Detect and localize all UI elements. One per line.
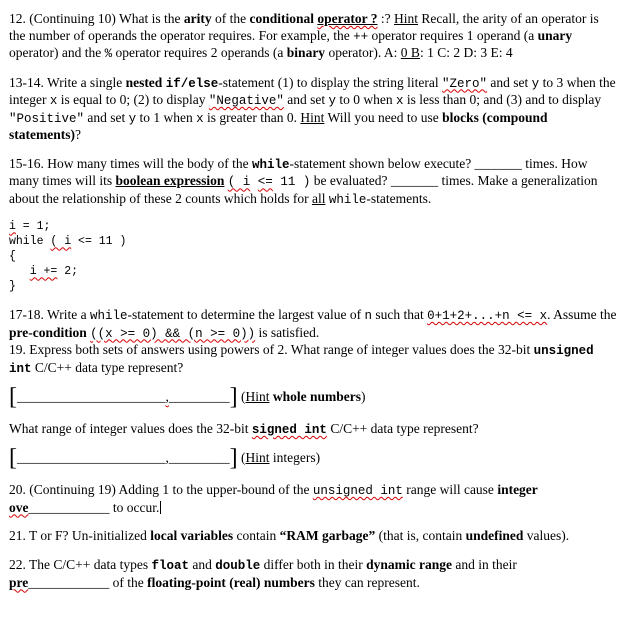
text-run: ove — [9, 499, 29, 515]
text-run: blocks (compound statements) — [9, 109, 548, 143]
question-20 — [9, 482, 618, 516]
text-run: values). — [523, 528, 570, 544]
text-run: arity — [183, 11, 212, 26]
text-run: x — [196, 111, 204, 126]
text-run: 11 ) — [272, 175, 311, 190]
text-run: <= — [257, 175, 273, 190]
text-run: -statement to determine the largest value of — [127, 307, 365, 323]
text-run: :? — [377, 11, 395, 26]
text-run: 20. (Continuing 19) Adding 1 to the upper-bound of the — [9, 482, 313, 498]
text-run: Will you need to use — [324, 109, 443, 125]
text-run: such that — [372, 307, 428, 323]
text-run: (that is, contain — [375, 528, 466, 544]
text-run: "Negative" — [208, 94, 284, 109]
question-signed-range — [9, 421, 618, 439]
text-run: y — [128, 111, 137, 126]
text-run: ++ — [353, 29, 369, 44]
bracket-glyph: ] — [229, 445, 238, 472]
text-run: 15-16. How many times will the body of the — [9, 155, 252, 171]
text-run: { — [9, 250, 16, 264]
answer-blank: ______________________ — [17, 389, 166, 405]
question-15-16 — [9, 156, 618, 209]
text-run: local variables — [150, 528, 234, 544]
text-run: contain — [233, 528, 280, 544]
text-run: integer — [497, 482, 538, 498]
text-run: i += — [29, 265, 58, 279]
text-run: unary — [537, 27, 573, 43]
text-run: ? — [74, 127, 81, 143]
text-run: while — [251, 157, 290, 172]
question-13-14 — [9, 75, 618, 144]
text-run: operator). A: — [325, 45, 401, 61]
comma-separator: , — [165, 450, 169, 466]
text-run: Recall, the arity of an operator is the number of operands the operator requires. For example, the — [9, 11, 599, 43]
text-run: to occur. — [109, 499, 160, 515]
hint-label: Hint — [245, 389, 270, 405]
text-run: operator ? — [317, 11, 378, 26]
text-run: float — [151, 559, 189, 574]
hint-label: Hint — [245, 450, 270, 466]
text-run: y — [328, 94, 337, 109]
text-run: signed int — [251, 422, 327, 437]
answer-blank: _________ — [168, 450, 230, 466]
text-run: they can represent. — [314, 574, 420, 590]
text-run: ) — [361, 389, 366, 405]
text-run: } — [9, 280, 16, 294]
text-run: What range of integer values does the 32-bit — [9, 420, 252, 436]
text-run: and set — [487, 74, 532, 90]
text-run: 13-14. Write a single — [9, 74, 126, 90]
question-22 — [9, 557, 618, 591]
text-run: whole numbers — [272, 389, 362, 405]
text-run: of the — [211, 11, 250, 26]
text-run: "Zero" — [442, 76, 488, 91]
text-run: ( i — [227, 175, 251, 190]
text-run: x — [396, 94, 404, 109]
code-line: i — [9, 220, 16, 234]
question-12 — [9, 11, 618, 63]
text-run: is satisfied. — [255, 324, 320, 340]
text-run: 2; — [57, 265, 79, 279]
text-run: ( — [237, 450, 246, 466]
text-run: "Positive" — [9, 111, 85, 126]
text-run: differ both in their — [260, 557, 367, 573]
text-run: 12. (Continuing 10) What is the — [9, 11, 184, 26]
text-run: while — [328, 192, 367, 207]
text-run: = 1; — [15, 220, 51, 234]
text-run: -statements. — [366, 190, 432, 206]
text-run: integers) — [269, 450, 321, 466]
text-run: 0+1+2+...+n <= x — [427, 309, 548, 324]
answer-range-unsigned — [9, 384, 618, 411]
text-run: operator requires 1 operand (a — [368, 27, 538, 43]
answer-blank: ____________ — [28, 574, 110, 590]
text-run: : 1 C: 2 D: 3 E: 4 — [419, 45, 513, 61]
bracket-glyph: ] — [229, 384, 238, 411]
text-run: and set — [283, 92, 329, 108]
text-run: operator) and the — [9, 45, 105, 61]
text-run: and — [188, 557, 216, 573]
text-cursor — [160, 501, 161, 514]
answer-choice: 0 B — [400, 45, 420, 61]
text-run: of the — [109, 574, 148, 590]
text-run: 22. The C/C++ data types — [9, 557, 152, 573]
text-run: unsigned int — [9, 344, 594, 376]
text-run: range will cause — [402, 482, 498, 498]
question-17-18-19 — [9, 307, 618, 377]
code-block — [9, 220, 618, 295]
text-run: all — [311, 190, 326, 206]
text-run: and in their — [451, 557, 517, 573]
text-run: be evaluated? _______ times. Make a generalization about the relationship of these 2 counts which holds for — [9, 173, 598, 206]
text-run: floating-point (real) numbers — [147, 574, 315, 590]
text-run: y — [531, 76, 540, 91]
text-run — [250, 175, 258, 189]
text-run: to 0 when — [336, 92, 397, 108]
bracket-glyph: [ — [9, 384, 17, 411]
text-run: to 3 when the integer — [9, 74, 616, 108]
text-run: ( — [237, 389, 246, 405]
hint-label: Hint — [300, 109, 325, 125]
text-run: pre-condition — [9, 324, 87, 340]
text-run: while — [9, 235, 51, 249]
text-run: ((x >= 0) && (n >= 0)) — [90, 326, 256, 341]
text-run: undefined — [465, 528, 524, 544]
text-run: to 1 when — [136, 109, 197, 125]
misspelled-term — [317, 11, 377, 26]
answer-blank: ____________ — [28, 499, 110, 515]
text-run: n — [364, 309, 373, 324]
answer-blank: ______________________ — [17, 450, 166, 466]
text-run: dynamic range — [366, 557, 452, 573]
text-run — [9, 265, 30, 278]
text-run: nested — [125, 74, 163, 90]
bracket-glyph: [ — [9, 445, 17, 472]
text-run: while — [89, 309, 128, 324]
text-run: double — [215, 559, 261, 574]
text-run: “RAM garbage” — [279, 528, 376, 544]
text-run: if/else — [165, 76, 219, 91]
text-run: 17-18. Write a — [9, 307, 90, 323]
hint-label: Hint — [394, 11, 419, 26]
text-run: conditional — [249, 11, 315, 26]
text-run: C/C++ data type represent? — [31, 359, 184, 375]
text-run: boolean expression — [115, 173, 225, 189]
text-run: is greater than 0. — [203, 109, 301, 125]
text-run: % — [104, 47, 113, 62]
text-run: and set — [84, 109, 129, 125]
text-run: <= 11 ) — [71, 235, 127, 249]
text-run: is less than 0; and (3) and to display — [403, 92, 602, 108]
text-run: ( i — [50, 235, 72, 249]
text-run: x — [49, 94, 58, 109]
text-run: 21. T or F? Un-initialized — [9, 528, 151, 544]
text-run: -statement shown below execute? _______ times. How many times will its — [9, 155, 588, 189]
text-run: unsigned int — [312, 484, 403, 499]
comma-separator: , — [165, 389, 169, 405]
text-run: binary — [286, 45, 326, 61]
text-run: C/C++ data type represent? — [326, 420, 479, 436]
text-run: is equal to 0; (2) to display — [57, 92, 209, 108]
answer-range-signed — [9, 445, 618, 472]
question-21 — [9, 528, 618, 545]
text-run: pre — [9, 574, 29, 590]
text-run: . Assume the — [547, 307, 617, 323]
text-run: operator requires 2 operands (a — [112, 45, 287, 61]
answer-blank: _________ — [168, 389, 230, 405]
text-run: 19. Express both sets of answers using powers of 2. What range of integer values does the 32-bit — [9, 342, 534, 358]
text-run: -statement (1) to display the string literal — [218, 74, 443, 90]
